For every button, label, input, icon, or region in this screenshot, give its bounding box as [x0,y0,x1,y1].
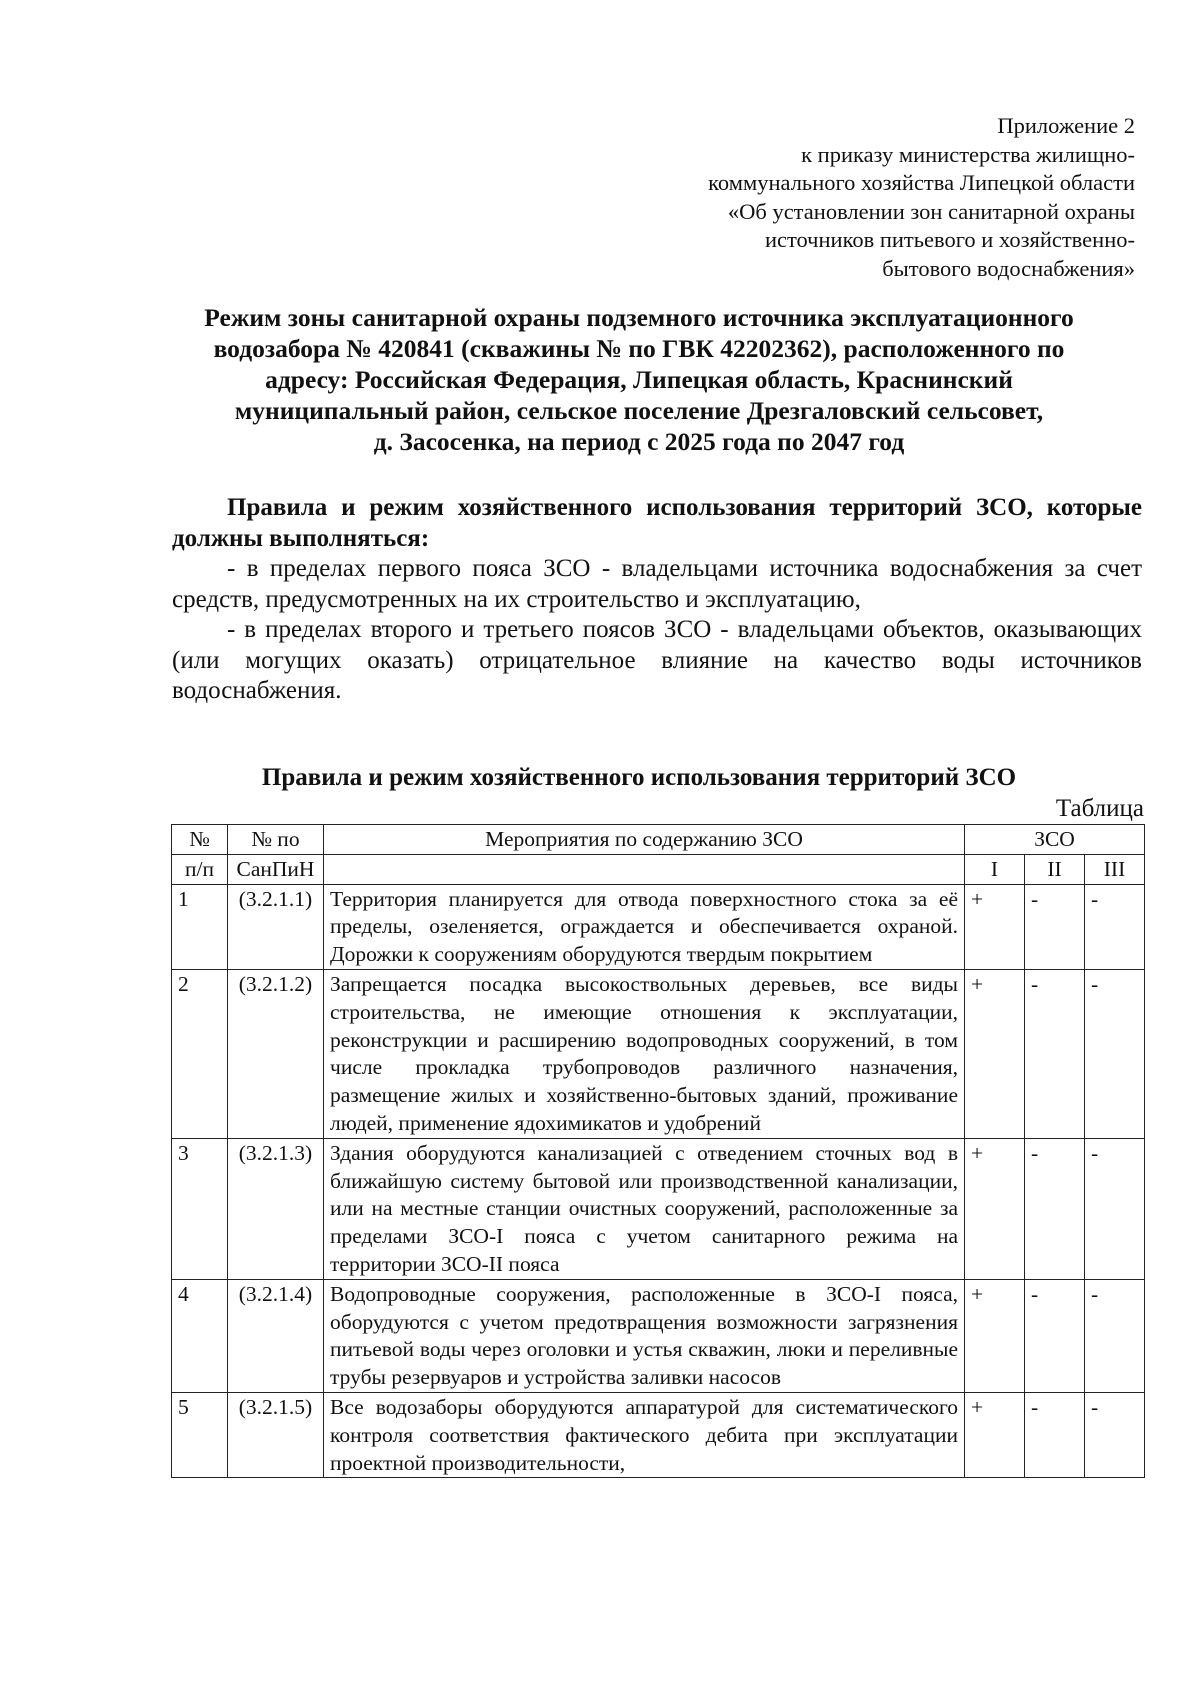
row-num: 4 [172,1279,228,1392]
appendix-line: коммунального хозяйства Липецкой области [708,170,1135,195]
appendix-block [708,112,1135,283]
rules-paragraph-first-zone: - в пределах первого пояса ЗСО - владельцами источника водоснабжения за счет средств, предусмотренных на их строительство и эксплуатацию, [172,555,1142,613]
appendix-line: бытового водоснабжения» [882,255,1135,281]
header-code-sub: СанПиН [228,854,324,884]
row-code: (3.2.1.3) [228,1138,324,1279]
table-row [172,1279,1145,1392]
title-line: муниципальный район, сельское поселение Дрезгаловский сельсовет, [234,396,1044,425]
header-code: № по [228,825,324,855]
table-row [172,969,1145,1138]
table-row [172,1392,1145,1477]
appendix-line: к приказу министерства жилищно- [801,141,1135,167]
header-zone-2: II [1025,854,1085,884]
title-line: адресу: Российская Федерация, Липецкая область, Краснинский [265,365,1013,394]
header-num: № [172,825,228,855]
row-code: (3.2.1.4) [228,1279,324,1392]
row-num: 2 [172,969,228,1138]
table-title: Правила и режим хозяйственного использования территорий ЗСО [261,764,1017,791]
row-zone-2: - [1025,969,1085,1138]
header-num-sub: п/п [172,854,228,884]
row-code: (3.2.1.5) [228,1392,324,1477]
header-zone-1: I [965,854,1025,884]
row-zone-1: + [965,884,1025,969]
row-zone-3: - [1085,1392,1145,1477]
row-code: (3.2.1.1) [228,884,324,969]
rules-heading: Правила и режим хозяйственного использования территорий ЗСО, которые должны выполняться: [172,494,1142,552]
document-title [150,302,1128,457]
title-line: д. Засосенка, на период с 2025 года по 2047 год [373,427,905,456]
table-row [172,884,1145,969]
header-zone-3: III [1085,854,1145,884]
row-text: Водопроводные сооружения, расположенные в ЗСО-I пояса, оборудуются с учетом предотвращения возможности загрязнения питьевой воды через оголовки и устья скважин, люки и переливные трубы резервуаров и устройства заливки насосов [324,1279,965,1392]
row-zone-3: - [1085,1138,1145,1279]
header-zso: ЗСО [965,825,1145,855]
title-line: водозабора № 420841 (скважины № по ГВК 42202362), расположенного по [213,334,1065,363]
appendix-line: источников питьевого и хозяйственно- [764,227,1135,252]
table-header-row [172,825,1145,855]
row-num: 3 [172,1138,228,1279]
row-text: Здания оборудуются канализацией с отведением сточных вод в ближайшую систему бытовой или производственной канализации, или на местные станции очистных сооружений, расположенные за пределами ЗСО-I пояса с учетом санитарного режима на территории ЗСО-II пояса [324,1138,965,1279]
row-zone-1: + [965,1138,1025,1279]
row-zone-1: + [965,1279,1025,1392]
row-code: (3.2.1.2) [228,969,324,1138]
appendix-line: Приложение 2 [997,113,1135,138]
row-zone-2: - [1025,884,1085,969]
row-text: Запрещается посадка высокоствольных деревьев, все виды строительства, не имеющие отношения к эксплуатации, реконструкции и расширению водопроводных сооружений, в том числе прокладка трубопроводов различного назначения, размещение жилых и хозяйственно-бытовых зданий, проживание людей, применение ядохимикатов и удобрений [324,969,965,1138]
row-zone-3: - [1085,969,1145,1138]
row-num: 5 [172,1392,228,1477]
table-row [172,1138,1145,1279]
row-text: Территория планируется для отвода поверхностного стока за её пределы, озеленяется, ограждается и обеспечивается охраной. Дорожки к сооружениям оборудуются твердым покрытием [324,884,965,969]
row-zone-2: - [1025,1392,1085,1477]
row-zone-1: + [965,969,1025,1138]
row-zone-3: - [1085,884,1145,969]
title-line: Режим зоны санитарной охраны подземного источника эксплуатационного [204,303,1074,332]
measures-table [171,824,1145,1478]
row-zone-2: - [1025,1279,1085,1392]
rules-section [172,493,1142,707]
table-header-row [172,854,1145,884]
row-zone-2: - [1025,1138,1085,1279]
table-caption: Таблица [1055,795,1144,822]
header-measures-sub [324,854,965,884]
row-num: 1 [172,884,228,969]
appendix-line: «Об установлении зон санитарной охраны [727,198,1135,224]
row-text: Все водозаборы оборудуются аппаратурой для систематического контроля соответствия фактического дебита при эксплуатации проектной производительности, [324,1392,965,1477]
header-measures: Мероприятия по содержанию ЗСО [324,825,965,855]
row-zone-3: - [1085,1279,1145,1392]
rules-paragraph-second-third-zone: - в пределах второго и третьего поясов ЗСО - владельцами объектов, оказывающих (или могущих оказать) отрицательное влияние на качество воды источников водоснабжения. [172,616,1142,704]
row-zone-1: + [965,1392,1025,1477]
